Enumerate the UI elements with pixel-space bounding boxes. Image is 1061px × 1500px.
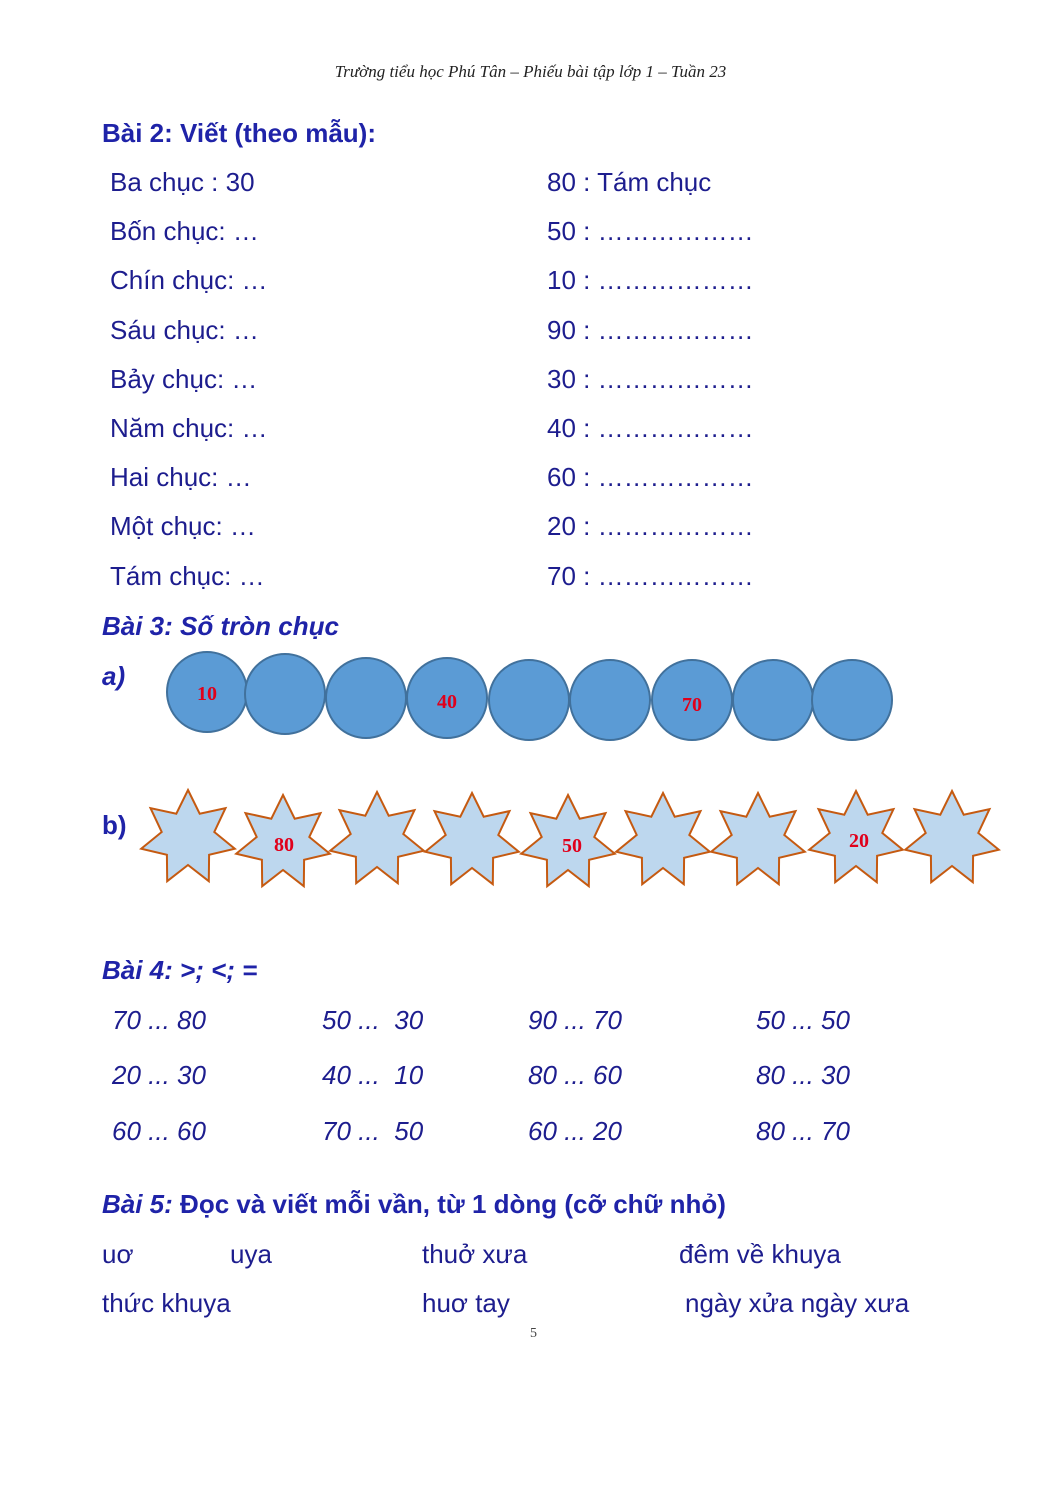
circle-number: 40	[437, 691, 457, 713]
number-star	[905, 791, 999, 882]
bai2-left-item: Hai chục: …	[110, 462, 252, 493]
circle-number: 10	[197, 683, 217, 705]
bai5-title-rest: Đọc và viết mỗi vần, từ 1 dòng (cỡ chữ nhỏ)	[172, 1189, 726, 1219]
bai5-word: thức khuya	[102, 1288, 231, 1318]
number-star	[141, 790, 235, 881]
bai2-right-item: 40 : ………………	[547, 413, 754, 443]
bai3-label-a: a)	[102, 661, 126, 691]
star-chain	[0, 780, 1061, 900]
comparison-item: 70 ... 80	[112, 1005, 206, 1035]
bai3-label-b: b)	[102, 810, 127, 840]
number-circle	[570, 660, 650, 740]
circle-chain	[0, 640, 1061, 760]
bai2-left-item: Tám chục: …	[110, 560, 265, 591]
bai2-right-item: 60 : ………………	[547, 462, 754, 493]
bai4-title: Bài 4: >; <; =	[102, 955, 258, 985]
comparison-item: 60 ... 20	[528, 1116, 622, 1146]
number-circle	[245, 654, 325, 734]
bai2-title: Bài 2: Viết (theo mẫu):	[102, 118, 377, 148]
bai2-left-item: Ba chục : 30	[110, 167, 255, 197]
bai5-word: thuở xưa	[422, 1239, 528, 1269]
number-circle	[489, 660, 569, 740]
number-star	[425, 793, 519, 884]
number-star	[616, 793, 710, 884]
circle-number: 70	[682, 694, 702, 716]
bai2-right-item: 90 : ………………	[547, 314, 754, 345]
bai2-left-item: Năm chục: …	[110, 413, 268, 443]
bai2-left-item: Chín chục: …	[110, 265, 268, 296]
bai2-right-item: 80 : Tám chục	[547, 167, 712, 197]
bai5-title-label: Bài 5:	[102, 1189, 173, 1219]
bai2-right-item: 70 : ………………	[547, 560, 754, 591]
comparison-item: 80 ... 30	[756, 1060, 850, 1090]
bai2-left-item: Bốn chục: …	[110, 216, 259, 247]
comparison-item: 90 ... 70	[528, 1005, 622, 1035]
bai2-left-item: Sáu chục: …	[110, 314, 259, 345]
comparison-item: 70 ... 50	[322, 1116, 424, 1146]
number-star	[330, 792, 424, 883]
bai2-left-item: Bảy chục: …	[110, 363, 258, 394]
page-header: Trường tiểu học Phú Tân – Phiếu bài tập lớp 1 – Tuần 23	[334, 62, 727, 81]
bai3-title: Bài 3: Số tròn chục	[102, 611, 339, 641]
comparison-item: 50 ... 50	[756, 1005, 850, 1035]
star-number: 80	[274, 834, 294, 856]
bai2-left-item: Một chục: …	[110, 511, 256, 542]
number-star	[711, 793, 805, 884]
bai5-word: uya	[230, 1239, 272, 1269]
comparison-item: 60 ... 60	[112, 1116, 206, 1146]
star-number: 20	[849, 830, 869, 852]
page-number: 5	[530, 1326, 537, 1341]
bai2-right-item: 10 : ………………	[547, 265, 754, 296]
number-circle	[812, 660, 892, 740]
bai2-right-item: 20 : ………………	[547, 511, 754, 542]
bai5-word: huơ tay	[422, 1288, 510, 1318]
number-circle	[733, 660, 813, 740]
number-circle	[326, 658, 406, 738]
bai2-right-item: 30 : ………………	[547, 363, 754, 394]
comparison-item: 80 ... 70	[756, 1116, 850, 1146]
comparison-item: 80 ... 60	[528, 1060, 622, 1090]
comparison-item: 50 ... 30	[322, 1005, 424, 1035]
comparison-item: 20 ... 30	[112, 1060, 206, 1090]
comparison-item: 40 ... 10	[322, 1060, 424, 1090]
bai5-word: uơ	[102, 1239, 134, 1269]
bai5-title	[102, 1189, 726, 1220]
star-number: 50	[562, 835, 582, 857]
bai2-right-item: 50 : ………………	[547, 216, 754, 247]
bai5-word: ngày xửa ngày xưa	[685, 1288, 910, 1318]
bai5-word: đêm về khuya	[679, 1239, 841, 1269]
